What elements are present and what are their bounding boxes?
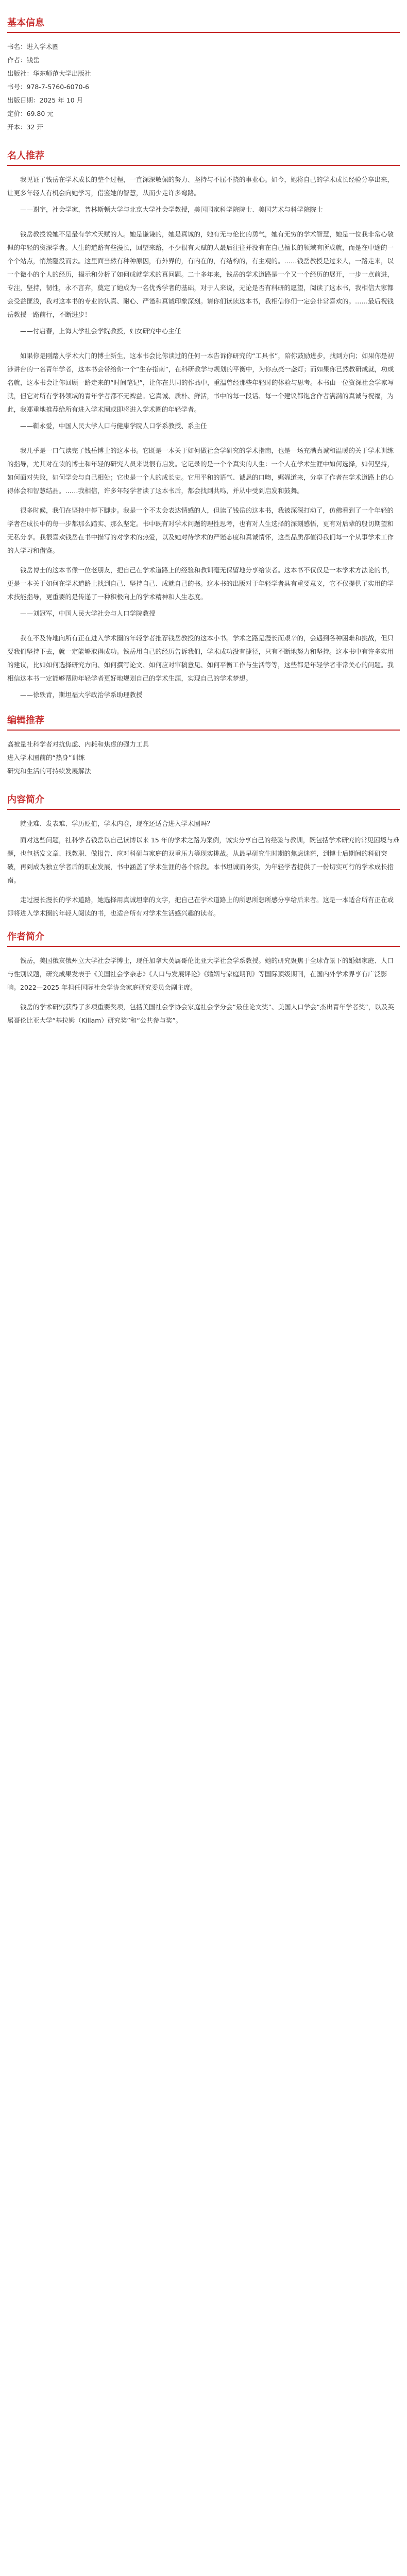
info-price: 定价：69.80 元	[7, 110, 54, 117]
editor-point: 高被量社科学者对抗焦虑、内耗和焦虑的强力工具	[7, 740, 149, 748]
summary-paragraph: 面对这些问题，社科学者钱岳以自己读博以来 15 年的学术之路为案例，诚实分享自己的经验与教训，既包括学术研究的常见困境与难题，也包括发文章、找教职、做报告、应对科研与家庭的双重压力等现实挑战。从最早研究生时期的焦虑迷茫，到博士后期间的科研突破，再到成为独立学者后的职业发展，书中涵盖了学术生涯的各个阶段。本书坦诚而务实，为年轻学者提供了一份切实可行的学术成长指南。	[7, 836, 400, 884]
recommend-paragraph: 我见证了钱岳在学术成长的整个过程，一直深深敬佩的努力、坚持与不屈不挠的事业心。如今，她将自己的学术成长经验分享出来，让更多年轻人有机会向她学习，借鉴她的智慧，从而少走许多弯路。	[7, 176, 394, 197]
recommend-paragraph: 钱岳博士的这本书像一位老朋友，把自己在学术道路上的经验和教训毫无保留地分享给读者。这本书不仅仅是一本学术方法论的书，更是一本关于如何在学术道路上找到自己、坚持自己、成就自己的书。这本书的出版对于年轻学者具有重要意义，它不仅提供了实用的学术技能指导，更重要的是传递了一种积极向上的学术精神和人生态度。	[7, 566, 394, 601]
section-title-editor: 编辑推荐	[7, 715, 44, 726]
recommend-signature: ——刘冠军，中国人民大学社会与人口学院教授	[20, 609, 156, 617]
recommend-signature: ——徐轶青，斯坦福大学政治学系助理教授	[20, 691, 143, 699]
recommend-signature: ——谢宇，社会学家，普林斯顿大学与北京大学社会学教授，美国国家科学院院士、美国艺术与科学院院士	[20, 206, 323, 213]
info-date: 出版日期：2025 年 10 月	[7, 96, 83, 104]
recommend-paragraph: 很多时候，我们在坚持中停下脚步。我是一个不太会表达情感的人，但读了钱岳的这本书，我被深深打动了，仿佛看到了一个年轻的学者在成长中的每一步都那么踏实、那么坚定。书中既有对学术问题的理性思考，也有对人生选择的深刻感悟，更有对后辈的殷切期望和无私分享。我很喜欢钱岳在书中描写的对学术的热爱，以及她对待学术的严谨态度和真诚情怀，这些品质都值得我们每一个从事学术工作的人学习和借鉴。	[7, 506, 394, 554]
section-divider	[7, 730, 400, 731]
section-title-summary: 内容简介	[7, 794, 44, 805]
info-author: 作者：钱岳	[7, 56, 40, 64]
content	[0, 0, 407, 1054]
summary-paragraph: 就业难、发表难、学历贬值，学术内卷，现在还适合进入学术圈吗？	[20, 820, 214, 827]
section-divider	[7, 32, 400, 33]
recommend-paragraph: 如果你是刚踏入学术大门的博士新生，这本书会比你读过的任何一本告诉你研究的“工具书”，陪你鼓励进步，找到方向；如果你是初涉讲台的一名青年学者，这本书会带给你一个“生存指南”，在科研教学与规划的平衡中，为你点亮一盏灯；而如果你已然教研成就，功成名就，这本书会让你回顾一路走来的“时间笔记”，让你在共同的作品中，重温曾经那些年轻时的体验与思考。本书由一位资深社会学家写就，但它对所有学科领域的青年学者都不无裨益。它真诚、质朴、鲜活，书中的每一段话、每一个建议都饱含作者满满的真诚与祝福，为此，我郑重地推荐给所有进入学术圈或即将进入学术圈的年轻学者。	[7, 352, 394, 413]
author-paragraph: 钱岳，美国俄亥俄州立大学社会学博士，现任加拿大英属哥伦比亚大学社会学系教授。她的研究聚焦于全球背景下的婚姻家庭、人口与性别议题，研究成果发表于《美国社会学杂志》《人口与发展评论》《婚姻与家庭期刊》等国际顶级期刊，在国内外学术界享有广泛影响。2022—2025 年担任国际社会学协会家庭研究委员会副主席。	[7, 957, 394, 991]
section-divider	[7, 946, 400, 947]
page	[0, 0, 407, 1054]
section-title-author: 作者简介	[7, 931, 44, 942]
info-isbn: 书号：978-7-5760-6070-6	[7, 83, 89, 91]
summary-paragraph: 走过漫长漫长的学术道路，她选择用真诚坦率的文字，把自己在学术道路上的所思所想所感分享给后来者。这是一本适合所有正在或即将进入学术圈的年轻人阅读的书，也适合所有对学术生活感兴趣的读者。	[7, 896, 394, 917]
section-title-recommend: 名人推荐	[7, 150, 44, 161]
section-divider	[7, 809, 400, 810]
editor-point: 研究和生活的可持续发展解法	[7, 767, 91, 775]
section-divider	[7, 165, 400, 166]
section-title-basic: 基本信息	[7, 18, 44, 28]
author-paragraph: 钱岳的学术研究获得了多项重要奖项，包括美国社会学协会家庭社会学分会“最佳论文奖”、美国人口学会“杰出青年学者奖”，以及英属哥伦比亚大学“基拉姆（Killam）研究奖”和“公共参与奖”。	[7, 1003, 394, 1024]
info-publisher: 出版社：华东师范大学出版社	[7, 70, 91, 77]
info-format: 开本：32 开	[7, 123, 43, 131]
info-title: 书名：进入学术圈	[7, 43, 59, 50]
recommend-paragraph: 我几乎是一口气读完了钱岳博士的这本书。它既是一本关于如何做社会学研究的学术指南，也是一场充满真诚和温暖的关于学术训练的指导，尤其对在读的博士和年轻的研究人员来说很有启发。它记录的是一个个真实的人生：一个人在学术生涯中如何选择，如何坚持，如何面对失败，如何学会与自己相处；它也是一个人的成长史。它用平和的语气、诚恳的口吻，娓娓道来，分享了作者在学术道路上的心得体会和智慧结晶。……我相信，许多年轻学者读了这本书后，都会找到共鸣，并从中受到启发和鼓舞。	[7, 447, 394, 495]
recommend-signature: ——付启春，上海大学社会学院教授，妇女研究中心主任	[20, 327, 181, 335]
recommend-signature: ——靳永爱，中国人民大学人口与健康学院人口学系教授、系主任	[20, 422, 207, 430]
editor-point: 进入学术圈前的“热身”训练	[7, 754, 85, 761]
recommend-paragraph: 我在不及待地向所有正在进入学术圈的年轻学者推荐钱岳教授的这本小书。学术之路是漫长而艰辛的，会遇到各种困难和挑战，但只要我们坚持下去，就一定能够取得成功。钱岳用自己的经历告诉我们，学术成功没有捷径，只有不断地努力和坚持。这本书中有许多实用的建议，比如如何选择研究方向、如何撰写论文、如何应对审稿意见、如何平衡工作与生活等等，这些都是年轻学者非常关心的问题。我相信这本书一定能够帮助年轻学者更好地规划自己的学术生涯，实现自己的学术梦想。	[7, 634, 394, 682]
recommend-paragraph: 钱岳教授说她不是最有学术天赋的人。她是谦谦的，她是真诚的，她有无与伦比的勇气，她有无穷的学术智慧，她是一位我非常心敬佩的年轻的资深学者。人生的道路有些漫长，回望来路，不少很有天赋的人最后往往并没有在自己擅长的领域有所成就，而是在中途的一个个站点，悄然隐没而去。这里面当然有种种原因，有外界的，有内在的，有结构的，有主观的。……钱岳教授是过来人，一路走来，以一个微小的个人的经历，揭示和分析了如何成就学术的真问题。二十多年来，钱岳的学术道路是一个又一个经历的展开，一步一点前进，专注，坚持，韧性，永不言弃，奠定了她成为一名优秀学者的基础，对于人来说，无论是否有科研的愿望，阅读了这本书，我相信大家都会受益匪浅，我对这本书的专业的认真、耐心、严谨和真诚印象深刻。请你们读读这本书，我相信你们一定会非常喜欢的。……最后祝钱岳教授一路前行，不断进步！	[7, 230, 394, 318]
